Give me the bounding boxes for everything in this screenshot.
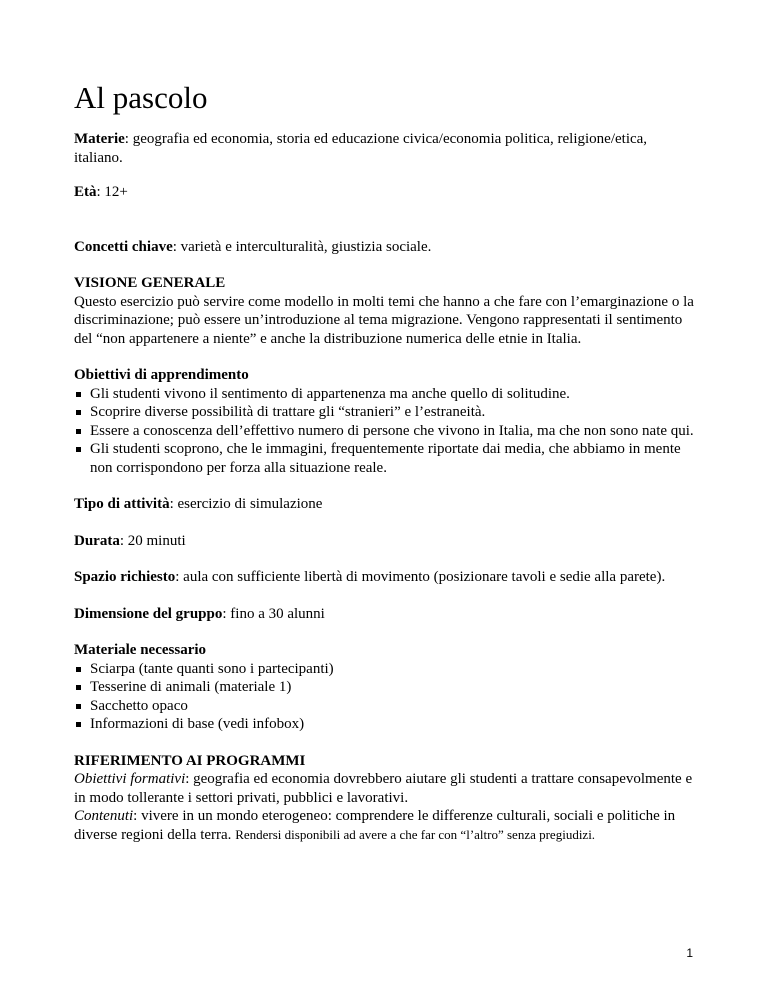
spazio-label: Spazio richiesto	[74, 569, 176, 585]
materiale-heading	[74, 641, 696, 660]
bullet-icon	[76, 704, 81, 709]
list-item-text: Essere a conoscenza dell’effettivo numero di persone che vivono in Italia, ma che non sono nate qui.	[90, 422, 694, 439]
tipo-label: Tipo di attività	[74, 496, 170, 512]
dimensione-label: Dimensione del gruppo	[74, 605, 223, 622]
eta-label: Età	[74, 184, 97, 200]
eta-line	[74, 183, 696, 202]
bullet-icon	[76, 410, 81, 415]
materiale-list	[74, 660, 696, 734]
dimensione-line	[74, 605, 696, 624]
dimensione-text: : fino a 30 alunni	[222, 605, 325, 622]
list-item	[74, 715, 696, 734]
contenuti-text: : vivere in un mondo eterogeneo: comprendere le differenze culturali, sociali e politiche in diverse regioni della terra.	[74, 808, 676, 843]
concetti-line	[74, 238, 696, 257]
tipo-text: : esercizio di simulazione	[169, 496, 323, 512]
contenuti-small-text: Rendersi disponibili ad avere a che far con “l’altro” senza pregiudizi.	[235, 826, 596, 842]
obiettivi-heading	[74, 366, 696, 385]
list-item-text: Scoprire diverse possibilità di trattare gli “stranieri” e l’estraneità.	[90, 404, 486, 420]
concetti-label: Concetti chiave	[74, 238, 173, 255]
list-item	[74, 385, 696, 404]
visione-heading-text: VISIONE GENERALE	[74, 275, 226, 291]
list-item-text: Gli studenti scoprono, che le immagini, frequentemente riportate dai media, che abbiamo in mente non corrispondono per forza alla situazione reale.	[90, 441, 681, 476]
visione-heading	[74, 274, 696, 293]
list-item	[74, 440, 696, 477]
riferimento-heading-text: RIFERIMENTO AI PROGRAMMI	[74, 752, 306, 769]
bullet-icon	[76, 429, 81, 434]
visione-paragraph: Questo esercizio può servire come modello in molti temi che hanno a che fare con l’emarginazione o la discriminazione; può essere un’introduzione al tema migrazione. Vengono rappresentati il sentimento del “non appartenere a niente” e anche la distribuzione numerica delle etnie in Italia.	[74, 293, 694, 347]
obiettivi-list	[74, 385, 696, 478]
materie-label: Materie	[74, 131, 125, 147]
list-item-text: Gli studenti vivono il sentimento di appartenenza ma anche quello di solitudine.	[90, 385, 570, 402]
concetti-text: : varietà e interculturalità, giustizia sociale.	[172, 238, 432, 255]
bullet-icon	[76, 447, 81, 452]
list-item	[74, 678, 696, 697]
obiettivi-formativi-text: : geografia ed economia dovrebbero aiutare gli studenti a trattare consapevolmente e in modo tollerante i settori privati, pubblici e lavorativi.	[74, 771, 693, 806]
durata-text: : 20 minuti	[119, 532, 186, 549]
obiettivi-formativi-label: Obiettivi formativi	[74, 771, 186, 787]
list-item	[74, 422, 696, 441]
bullet-icon	[76, 667, 81, 672]
list-item	[74, 660, 696, 679]
durata-line	[74, 532, 696, 551]
obiettivi-heading-text: Obiettivi di apprendimento	[74, 367, 249, 383]
list-item	[74, 697, 696, 716]
bullet-icon	[76, 392, 81, 397]
contenuti-label: Contenuti	[74, 808, 134, 824]
contenuti-line	[74, 807, 696, 844]
list-item-text: Sciarpa (tante quanti sono i partecipanti)	[90, 660, 334, 677]
bullet-icon	[76, 685, 81, 690]
bullet-icon	[76, 722, 81, 727]
page-number: 1	[686, 946, 693, 960]
durata-label: Durata	[74, 532, 120, 549]
document-page	[74, 80, 696, 844]
tipo-line	[74, 495, 696, 514]
list-item-text: Informazioni di base (vedi infobox)	[90, 716, 305, 732]
eta-text: : 12+	[96, 184, 128, 200]
spazio-line	[74, 568, 696, 587]
riferimento-heading	[74, 752, 696, 771]
list-item	[74, 403, 696, 422]
materie-line	[74, 130, 696, 167]
materie-text: : geografia ed economia, storia ed educazione civica/economia politica, religione/etica, italiano.	[74, 131, 648, 166]
obiettivi-formativi-line	[74, 770, 696, 807]
document-title: Al pascolo	[74, 80, 208, 115]
spazio-text: : aula con sufficiente libertà di movimento (posizionare tavoli e sedie alla parete).	[175, 569, 666, 585]
materiale-heading-text: Materiale necessario	[74, 642, 207, 658]
list-item-text: Tesserine di animali (materiale 1)	[90, 679, 292, 695]
list-item-text: Sacchetto opaco	[90, 697, 188, 714]
